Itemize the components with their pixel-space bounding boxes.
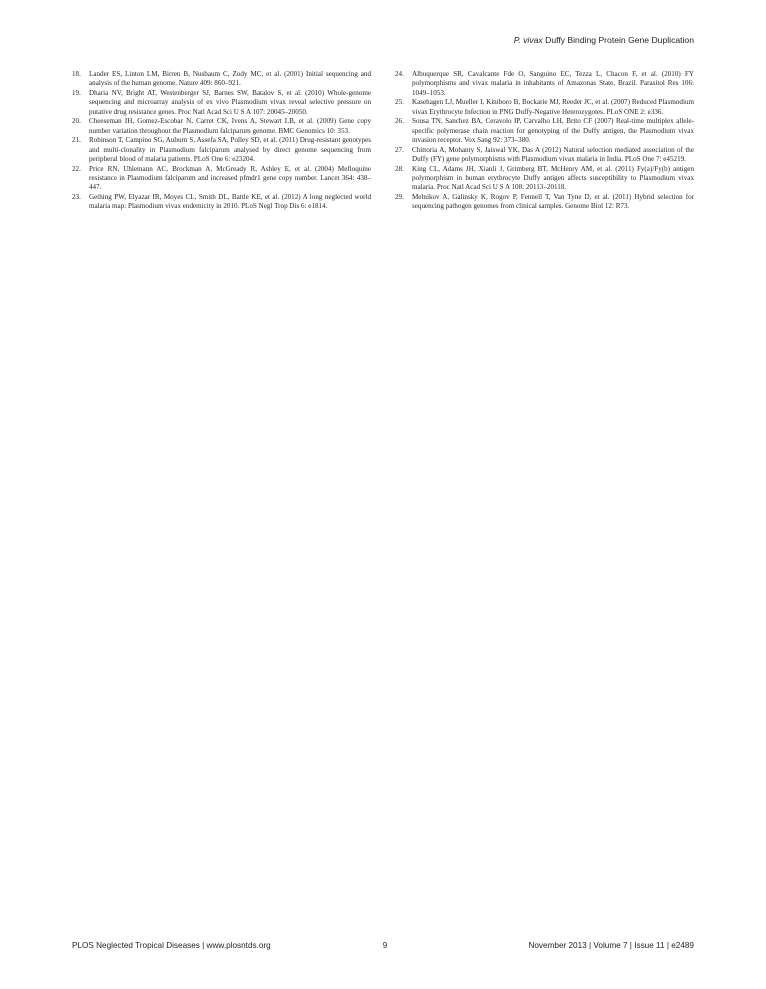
page-footer	[72, 941, 694, 953]
reference-text: Chittoria A, Mohanty S, Jaiswal YK, Das A (2012) Natural selection mediated association of the Duffy (FY) gene polymorphisms with Plasmodium vivax malaria in India. PLoS One 7: e45219.	[412, 145, 694, 164]
reference-number: 18.	[72, 70, 81, 78]
reference-text: Robinson T, Campino SG, Auburn S, Assefa SA, Polley SD, et al. (2011) Drug-resistant genotypes and multi-clonality in Plasmodium falciparum analysed by direct genome sequencing from peripheral blood of malaria patients. PLoS One 6: e23204.	[89, 136, 371, 164]
reference-text: Cheeseman IH, Gomez-Escobar N, Carret CK, Ivens A, Stewart LB, et al. (2009) Gene copy number variation throughout the Plasmodium falciparum genome. BMC Genomics 10: 353.	[89, 117, 371, 135]
reference-column-left	[72, 70, 371, 212]
reference-item	[395, 98, 694, 117]
reference-number: 19.	[72, 88, 81, 97]
reference-number: 23.	[72, 192, 81, 201]
reference-text: Lander ES, Linton LM, Birren B, Nusbaum C, Zody MC, et al. (2001) Initial sequencing and analysis of the human genome. Nature 409: 860–921.	[89, 70, 371, 88]
reference-number: 24.	[395, 70, 404, 78]
reference-number: 21.	[72, 136, 81, 145]
running-head-title: Duffy Binding Protein Gene Duplication	[542, 35, 694, 45]
page-number: 9	[382, 941, 388, 950]
running-head	[514, 35, 694, 45]
reference-text: Price RN, Uhlemann AC, Brockman A, McGready R, Ashley E, et al. (2004) Mefloquine resistance in Plasmodium falciparum and increased pfmdr1 gene copy number. Lancet 364: 438–447.	[89, 164, 371, 192]
reference-text: King CL, Adams JH, Xianli J, Grimberg BT, McHenry AM, et al. (2011) Fy(a)/Fy(b) antigen polymorphism in human erythrocyte Duffy antigen affects susceptibility to Plasmodium vivax malaria. Proc Natl Acad Sci U S A 108: 20113–20118.	[412, 164, 694, 192]
reference-number: 22.	[72, 164, 81, 173]
footer-issue: November 2013 | Volume 7 | Issue 11 | e2489	[528, 941, 694, 950]
footer-journal: PLOS Neglected Tropical Diseases | www.plosntds.org	[72, 941, 271, 950]
reference-list	[72, 70, 694, 212]
reference-number: 20.	[72, 117, 81, 126]
reference-text: Melnikov A, Galinsky K, Rogov P, Fennell T, Van Tyne D, et al. (2011) Hybrid selection for sequencing pathogen genomes from clinical samples. Genome Biol 12: R73.	[412, 192, 694, 211]
reference-item	[72, 193, 371, 212]
reference-item	[72, 89, 371, 117]
reference-item	[395, 146, 694, 165]
reference-text: Gething PW, Elyazar IR, Moyes CL, Smith DL, Battle KE, et al. (2012) A long neglected world malaria map: Plasmodium vivax endemicity in 2010. PLoS Negl Trop Dis 6: e1814.	[89, 192, 371, 211]
reference-number: 26.	[395, 117, 404, 126]
reference-number: 25.	[395, 98, 404, 107]
reference-text: Dharia NV, Bright AT, Westenberger SJ, Barnes SW, Batalov S, et al. (2010) Whole-genome sequencing and microarray analysis of ex vivo Plasmodium vivax reveal selective pressure on putative drug resistance genes. Proc Natl Acad Sci U S A 107: 20045–20050.	[89, 88, 371, 116]
reference-number: 29.	[395, 192, 404, 201]
reference-item	[395, 70, 694, 98]
reference-item	[395, 117, 694, 145]
reference-item	[72, 165, 371, 193]
reference-text: Sousa TN, Sanchez BA, Ceravolo IP, Carvalho LH, Brito CF (2007) Real-time multiplex allele-specific polymerase chain reaction for genotyping of the Duffy antigen, the Plasmodium vivax invasion receptor. Vox Sang 92: 373–380.	[412, 117, 694, 145]
reference-column-right	[395, 70, 694, 212]
reference-item	[395, 165, 694, 193]
reference-item	[72, 117, 371, 136]
reference-item	[72, 136, 371, 164]
reference-item	[72, 70, 371, 89]
running-head-species: P. vivax	[513, 35, 543, 45]
reference-number: 27.	[395, 145, 404, 154]
reference-item	[395, 193, 694, 212]
reference-text: Albuquerque SR, Cavalcante Fde O, Sanguino EC, Tezza L, Chacon F, et al. (2010) FY polymorphisms and vivax malaria in inhabitants of Amazonas State, Brazil. Parasitol Res 106: 1049–1053.	[412, 70, 694, 97]
reference-number: 28.	[395, 164, 404, 173]
reference-text: Kasehagen LJ, Mueller I, Kiniboro B, Bockarie MJ, Reeder JC, et al. (2007) Reduced Plasmodium vivax Erythrocyte Infection in PNG Duffy-Negative Heterozygotes. PLoS ONE 2: e336.	[412, 98, 694, 116]
